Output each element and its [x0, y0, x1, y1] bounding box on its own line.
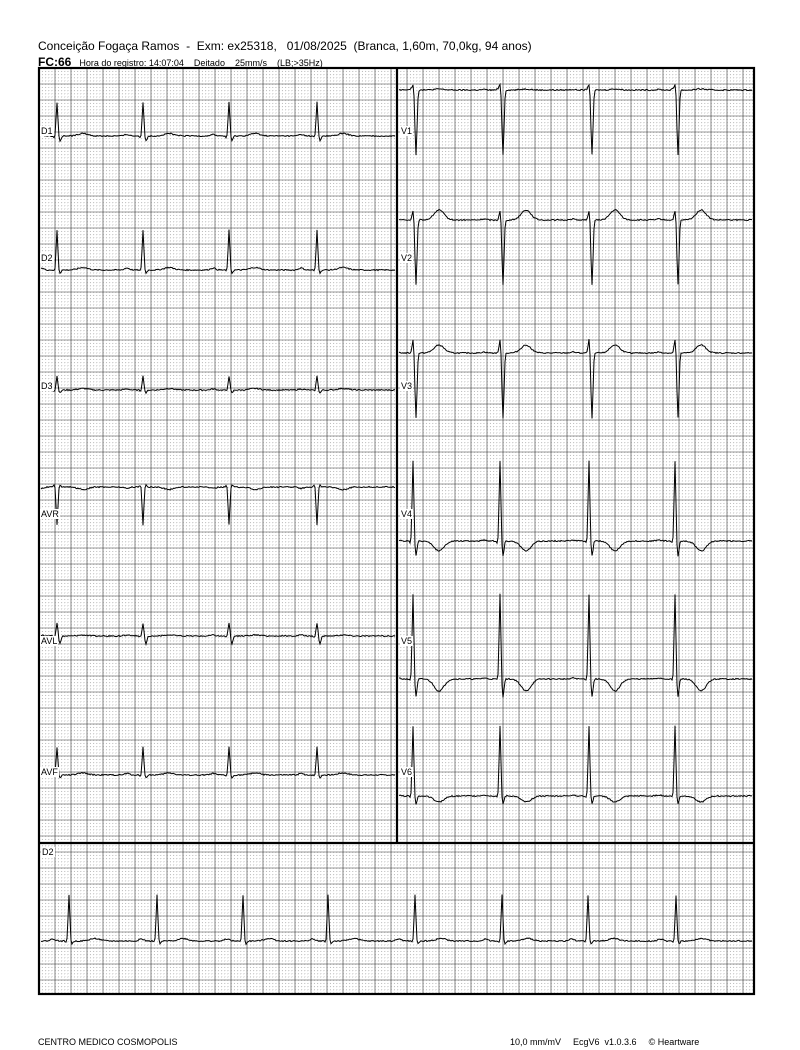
lead-label-v1: V1	[401, 126, 413, 136]
lead-label-v6: V6	[401, 767, 413, 777]
lead-label-avr: AVR	[41, 509, 59, 519]
patient-info: Conceição Fogaça Ramos - Exm: ex25318, 01/08/2025 (Branca, 1,60m, 70,0kg, 94 anos)	[38, 39, 532, 53]
footer-info	[510, 1037, 711, 1047]
brand-name: © Heartware	[648, 1037, 700, 1047]
lead-label-avf: AVF	[41, 767, 58, 777]
lead-label-v3: V3	[401, 381, 413, 391]
clinic-name: CENTRO MEDICO COSMOPOLIS	[38, 1037, 178, 1047]
filter-setting: (LB;>35Hz)	[276, 58, 323, 68]
software-version: EcgV6 v1.0.3.6	[573, 1037, 637, 1047]
gain-setting: 10,0 mm/mV	[510, 1037, 562, 1047]
lead-label-v5: V5	[401, 636, 413, 646]
record-time: Hora do registro: 14:07:04	[79, 58, 184, 68]
lead-label-v4: V4	[401, 509, 413, 519]
lead-label-d1: D1	[41, 126, 53, 136]
lead-label-avl: AVL	[41, 636, 58, 646]
paper-speed: 25mm/s	[234, 58, 267, 68]
lead-label-v2: V2	[401, 253, 413, 263]
patient-position: Deitado	[193, 58, 225, 68]
lead-label-d2: D2	[41, 253, 53, 263]
lead-label-d3: D3	[41, 381, 53, 391]
lead-label-rhythm: D2	[42, 847, 54, 857]
heart-rate: FC:66	[38, 55, 72, 69]
